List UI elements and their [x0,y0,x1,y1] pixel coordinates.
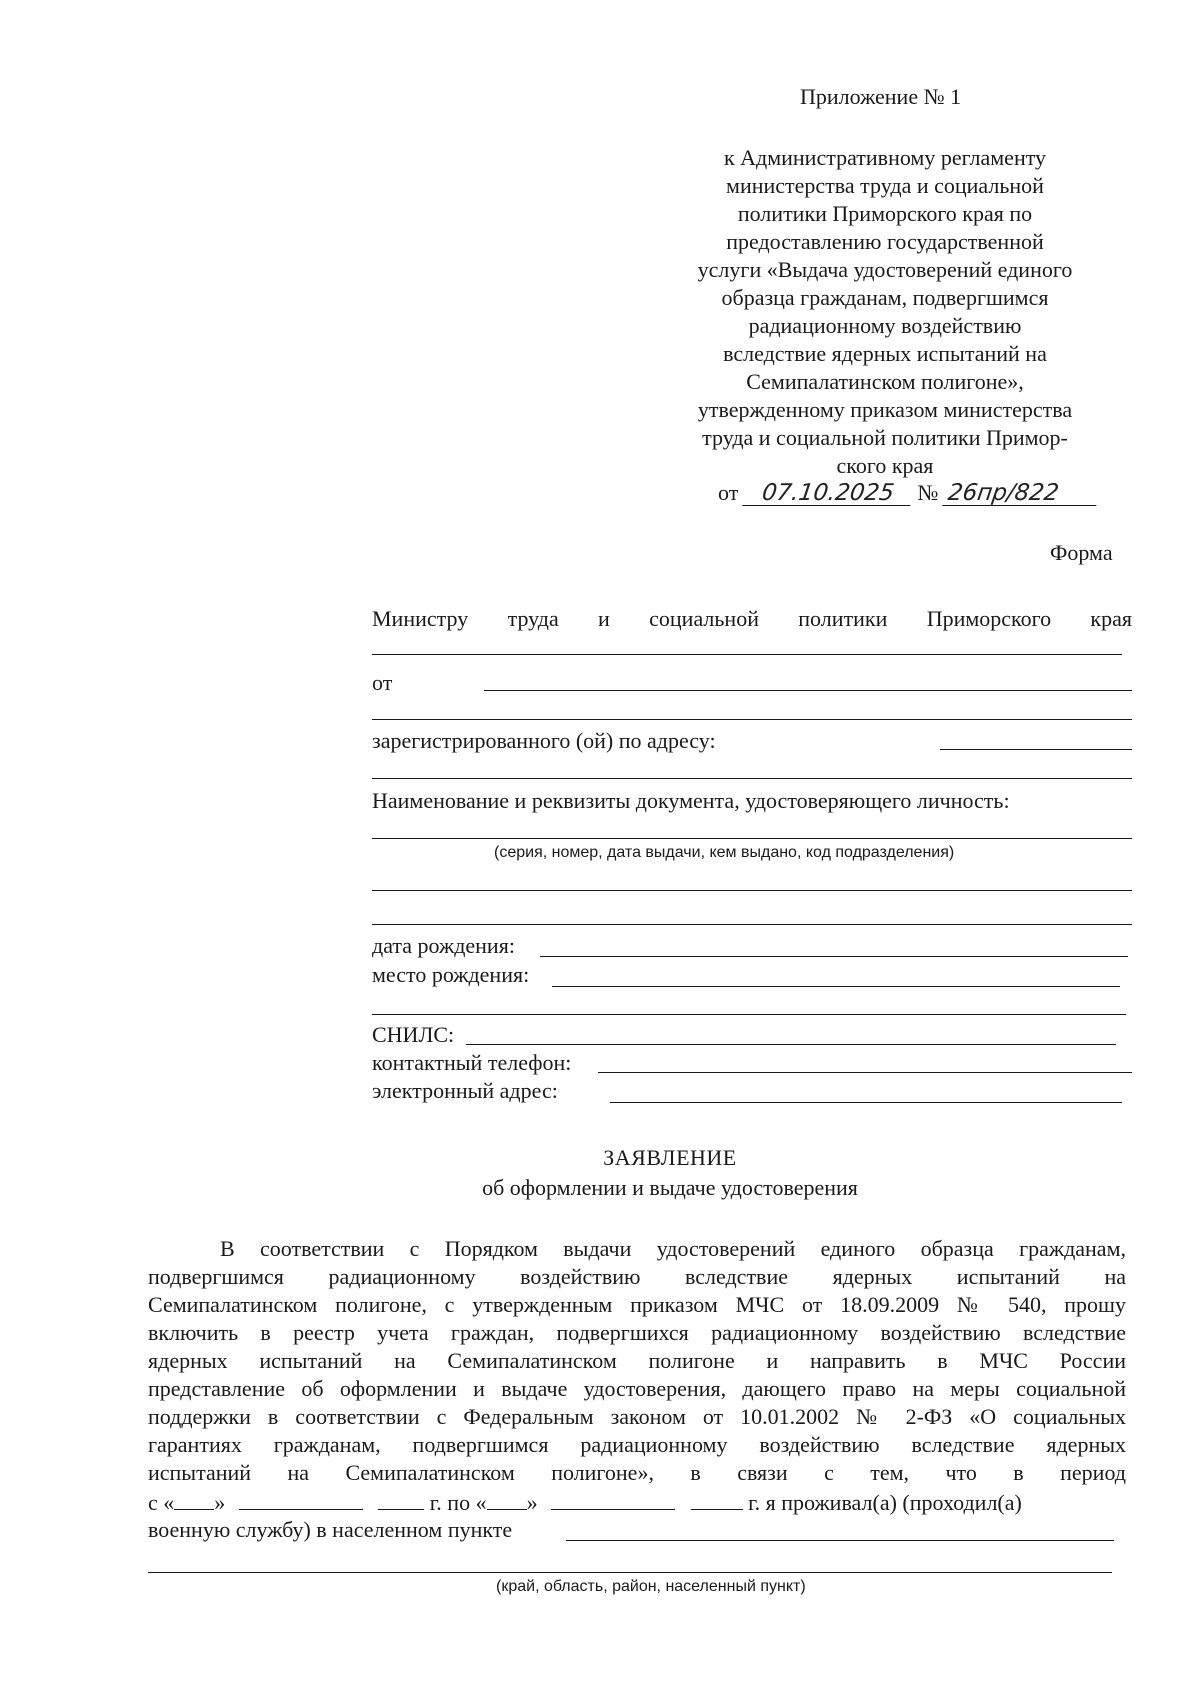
snils-label: СНИЛС: [372,1022,455,1047]
regulation-line: вследствие ядерных испытаний на [723,341,1047,366]
period-start-day-field[interactable] [174,1489,214,1510]
service-line [148,1517,512,1543]
id-document-field-3[interactable] [372,924,1132,925]
approval-from-label: от [718,480,739,505]
locality-field-2[interactable] [148,1572,1112,1573]
statement-line: Семипалатинском полигоне, с утвержденным приказом МЧС от 18.09.2009 № 540, прошу [148,1292,1126,1317]
to-word: Приморского [926,606,1052,631]
regulation-line: ского края [836,453,934,478]
regulation-line: Семипалатинском полигоне», [746,369,1024,394]
period-start-month-field[interactable] [239,1489,363,1510]
statement-line: ядерных испытаний на Семипалатинском полигоне и направить в МЧС России [148,1348,1126,1373]
addressee-blank-line[interactable] [372,654,1122,655]
birth-place-field-2[interactable] [372,1014,1126,1015]
phone-label: контактный телефон: [372,1050,572,1075]
period-start-year-field[interactable] [378,1489,424,1510]
regulation-line: политики Приморского края по [737,201,1033,226]
period-quote-close-2: » [526,1490,538,1515]
id-document-field-2[interactable] [372,890,1132,891]
period-end-day-field[interactable] [487,1489,527,1510]
id-document-label: Наименование и реквизиты документа, удостоверяющего личность: [372,788,1010,813]
email-field[interactable] [610,1102,1122,1103]
to-word: труда [507,606,559,631]
appendix-title: Приложение № 1 [800,84,962,109]
birth-place-label: место рождения: [372,962,530,987]
birth-place-field[interactable] [552,986,1120,987]
from-name-field[interactable] [484,690,1132,691]
regulation-line: образца гражданам, подвергшимся [721,285,1049,310]
phone-field[interactable] [598,1072,1132,1073]
addressee-to-line [372,606,1132,632]
snils-field[interactable] [466,1044,1116,1045]
regulation-line: радиационному воздействию [748,313,1022,338]
regulation-line: утвержденному приказом министерства [697,397,1073,422]
registered-address-field-2[interactable] [372,778,1132,779]
approval-line [718,480,1098,506]
to-word: политики [798,606,888,631]
regulation-line: к Административному регламенту [723,145,1047,170]
statement-line: представление об оформлении и выдаче удостоверения, дающего право на меры социальной [148,1376,1126,1401]
from-label: от [372,670,393,695]
statement-body [148,1235,1126,1487]
regulation-line: услуги «Выдача удостоверений единого [697,257,1073,282]
service-text: военную службу) в населенном пункте [148,1517,513,1542]
birth-date-label: дата рождения: [372,933,515,958]
approval-date-handwritten: 07.10.2025 [742,481,914,506]
regulation-line: предоставлению государственной [726,229,1044,254]
to-word: и [598,606,610,631]
period-from-label: с « [148,1490,175,1515]
period-to-label: г. по « [429,1490,487,1515]
form-label: Форма [1050,540,1113,565]
birth-date-field[interactable] [540,956,1128,957]
statement-line: поддержки в соответствии с Федеральным законом от 10.01.2002 № 2-ФЗ «О социальных [148,1404,1126,1429]
period-quote-close: » [214,1490,226,1515]
email-label: электронный адрес: [372,1078,558,1103]
to-word: Министру [372,606,469,631]
from-name-field-2[interactable] [372,719,1132,720]
id-document-field[interactable] [372,838,1132,839]
statement-line: В соответствии с Порядком выдачи удостоверений единого образца гражданам, [220,1236,1126,1261]
statement-subtitle: об оформлении и выдаче удостоверения [482,1175,858,1200]
registered-address-field[interactable] [940,749,1132,750]
period-line [148,1489,1126,1516]
regulation-line: труда и социальной политики Примор- [702,425,1068,450]
locality-caption: (край, область, район, населенный пункт) [496,1578,806,1595]
locality-field[interactable] [566,1540,1114,1541]
period-end-year-field[interactable] [691,1489,743,1510]
statement-line: подвергшимся радиационному воздействию вследствие ядерных испытаний на [148,1264,1126,1289]
to-word: края [1090,606,1132,631]
regulation-reference [660,144,1110,480]
statement-line: включить в реестр учета граждан, подвергшихся радиационному воздействию вследствие [148,1320,1126,1345]
registered-address-label: зарегистрированного (ой) по адресу: [372,728,716,753]
approval-number-handwritten: 26пр/822 [942,481,1100,506]
statement-line: гарантиях гражданам, подвергшимся радиационному воздействию вследствие ядерных [148,1432,1126,1457]
id-document-caption: (серия, номер, дата выдачи, кем выдано, код подразделения) [494,844,955,861]
period-end-label: г. я проживал(а) (проходил(а) [748,1490,1022,1515]
statement-title: ЗАЯВЛЕНИЕ [603,1145,737,1170]
regulation-line: министерства труда и социальной [726,173,1044,198]
approval-number-sign: № [917,480,939,505]
statement-line: испытаний на Семипалатинском полигоне», в связи с тем, что в период [148,1460,1126,1485]
period-end-month-field[interactable] [551,1489,675,1510]
to-word: социальной [649,606,759,631]
